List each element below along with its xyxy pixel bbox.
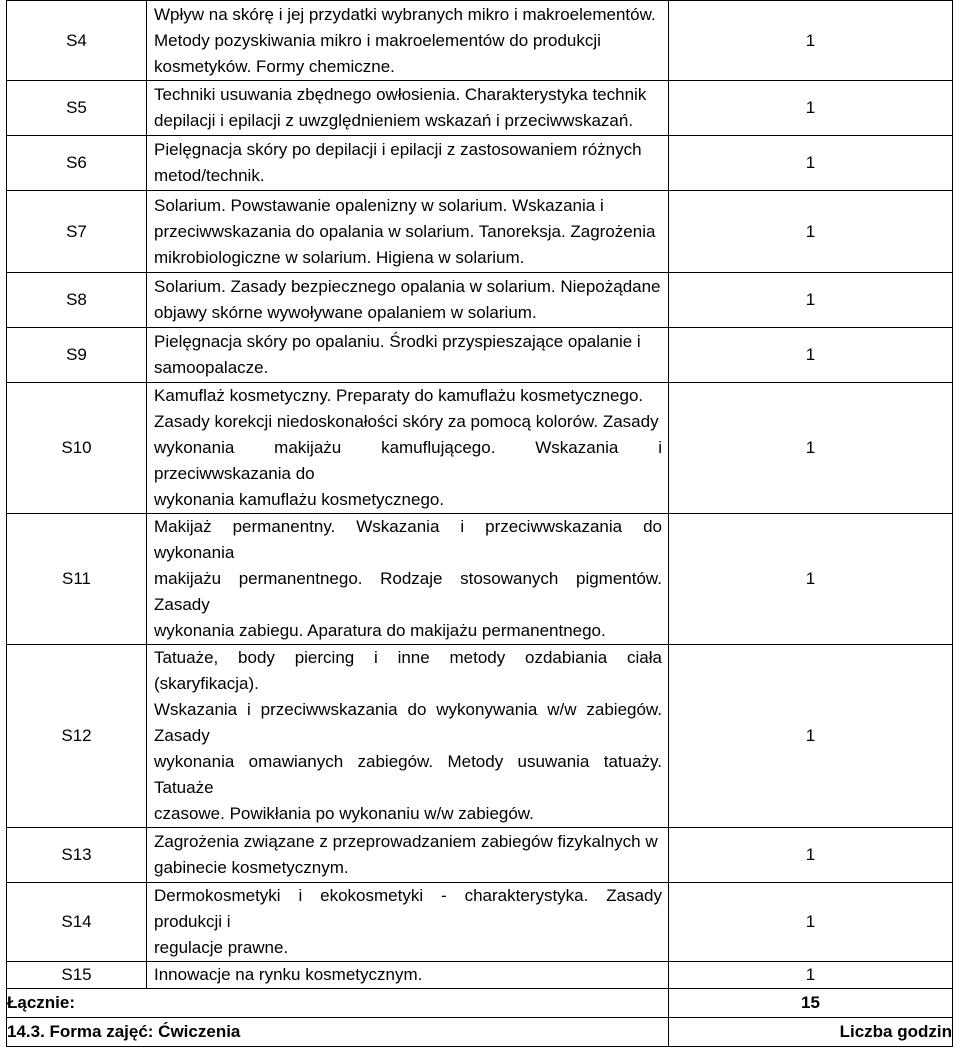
row-topic bbox=[147, 828, 669, 883]
row-topic bbox=[147, 273, 669, 328]
topic-line: kosmetyków. Formy chemiczne. bbox=[154, 56, 395, 76]
row-hours: 1 bbox=[669, 328, 953, 383]
topic-line: wykonania makijażu kamuflującego. Wskazania i przeciwwskazania do bbox=[154, 438, 662, 483]
topic-line: wykonania omawianych zabiegów. Metody usuwania tatuaży. Tatuaże bbox=[154, 752, 662, 797]
topic-line: przeciwwskazania do opalania w solarium. Tanoreksja. Zagrożenia bbox=[154, 221, 656, 241]
topic-line: Solarium. Powstawanie opalenizny w solarium. Wskazania i bbox=[154, 195, 604, 215]
table-row bbox=[7, 645, 953, 828]
row-topic bbox=[147, 328, 669, 383]
row-code: S13 bbox=[7, 828, 147, 883]
table-row bbox=[7, 81, 953, 136]
table-row bbox=[7, 883, 953, 962]
topic-line: Wpływ na skórę i jej przydatki wybranych mikro i makroelementów. bbox=[154, 4, 656, 24]
total-value: 15 bbox=[669, 989, 953, 1018]
row-hours: 1 bbox=[669, 273, 953, 328]
table-row bbox=[7, 136, 953, 191]
row-hours: 1 bbox=[669, 883, 953, 962]
topic-line: Pielęgnacja skóry po opalaniu. Środki przyspieszające opalanie i bbox=[154, 332, 641, 351]
row-code: S10 bbox=[7, 383, 147, 514]
syllabus-rows bbox=[7, 1, 953, 1047]
row-topic bbox=[147, 645, 669, 828]
topic-line: makijażu permanentnego. Rodzaje stosowanych pigmentów. Zasady bbox=[154, 569, 662, 614]
topic-line: Zagrożenia związane z przeprowadzaniem zabiegów fizykalnych w bbox=[154, 832, 658, 851]
topic-line: wykonania kamuflażu kosmetycznego. bbox=[154, 490, 445, 509]
total-label: Łącznie: bbox=[7, 989, 669, 1018]
topic-line: Makijaż permanentny. Wskazania i przeciwwskazania do wykonania bbox=[154, 517, 662, 562]
topic-line: depilacji i epilacji z uwzględnieniem wskazań i przeciwwskazań. bbox=[154, 111, 634, 130]
row-code: S5 bbox=[7, 81, 147, 136]
row-hours: 1 bbox=[669, 383, 953, 514]
row-topic bbox=[147, 1, 669, 81]
form-label: 14.3. Forma zajęć: Ćwiczenia bbox=[7, 1018, 669, 1047]
row-hours: 1 bbox=[669, 136, 953, 191]
row-code: S6 bbox=[7, 136, 147, 191]
row-topic bbox=[147, 383, 669, 514]
topic-line: Kamuflaż kosmetyczny. Preparaty do kamuflażu kosmetycznego. bbox=[154, 386, 644, 405]
table-row bbox=[7, 191, 953, 273]
topic-line: Techniki usuwania zbędnego owłosienia. Charakterystyka technik bbox=[154, 85, 647, 104]
topic-line: mikrobiologiczne w solarium. Higiena w solarium. bbox=[154, 247, 525, 267]
table-row bbox=[7, 273, 953, 328]
table-row-s15 bbox=[7, 962, 953, 989]
row-topic bbox=[147, 883, 669, 962]
topic-line: czasowe. Powikłania po wykonaniu w/w zabiegów. bbox=[154, 804, 534, 823]
topic-line: Dermokosmetyki i ekokosmetyki - charakterystyka. Zasady produkcji i bbox=[154, 886, 662, 931]
row-hours: 1 bbox=[669, 828, 953, 883]
table-row bbox=[7, 328, 953, 383]
table-row bbox=[7, 1, 953, 81]
topic-line: regulacje prawne. bbox=[154, 938, 289, 957]
hours-column-label: Liczba godzin bbox=[669, 1018, 953, 1047]
row-hours: 1 bbox=[669, 645, 953, 828]
row-code: S12 bbox=[7, 645, 147, 828]
row-hours: 1 bbox=[669, 1, 953, 81]
table-row bbox=[7, 514, 953, 645]
topic-line: Solarium. Zasady bezpiecznego opalania w solarium. Niepożądane bbox=[154, 277, 661, 296]
row-hours: 1 bbox=[669, 962, 953, 989]
row-code: S4 bbox=[7, 1, 147, 81]
form-row bbox=[7, 1018, 953, 1047]
topic-line: Pielęgnacja skóry po depilacji i epilacji z zastosowaniem różnych bbox=[154, 140, 642, 159]
table-row bbox=[7, 383, 953, 514]
syllabus-table bbox=[6, 0, 953, 1047]
row-code: S7 bbox=[7, 191, 147, 273]
total-row bbox=[7, 989, 953, 1018]
topic-line: objawy skórne wywoływane opalaniem w solarium. bbox=[154, 303, 537, 322]
topic-line: Tatuaże, body piercing i inne metody ozdabiania ciała (skaryfikacja). bbox=[154, 648, 662, 693]
topic-line: Zasady korekcji niedoskonałości skóry za pomocą kolorów. Zasady bbox=[154, 412, 659, 431]
row-topic bbox=[147, 514, 669, 645]
row-code: S15 bbox=[7, 962, 147, 989]
topic-line: Wskazania i przeciwwskazania do wykonywania w/w zabiegów. Zasady bbox=[154, 700, 662, 745]
row-code: S11 bbox=[7, 514, 147, 645]
row-hours: 1 bbox=[669, 81, 953, 136]
row-code: S8 bbox=[7, 273, 147, 328]
topic-line: gabinecie kosmetycznym. bbox=[154, 858, 349, 877]
topic-line: Metody pozyskiwania mikro i makroelementów do produkcji bbox=[154, 30, 601, 50]
topic-line: metod/technik. bbox=[154, 166, 265, 185]
table-row bbox=[7, 828, 953, 883]
row-topic bbox=[147, 81, 669, 136]
row-hours: 1 bbox=[669, 514, 953, 645]
row-hours: 1 bbox=[669, 191, 953, 273]
row-topic: Innowacje na rynku kosmetycznym. bbox=[147, 962, 669, 989]
topic-line: wykonania zabiegu. Aparatura do makijażu permanentnego. bbox=[154, 621, 606, 640]
row-code: S14 bbox=[7, 883, 147, 962]
topic-line: samoopalacze. bbox=[154, 358, 269, 377]
row-code: S9 bbox=[7, 328, 147, 383]
row-topic bbox=[147, 191, 669, 273]
row-topic bbox=[147, 136, 669, 191]
